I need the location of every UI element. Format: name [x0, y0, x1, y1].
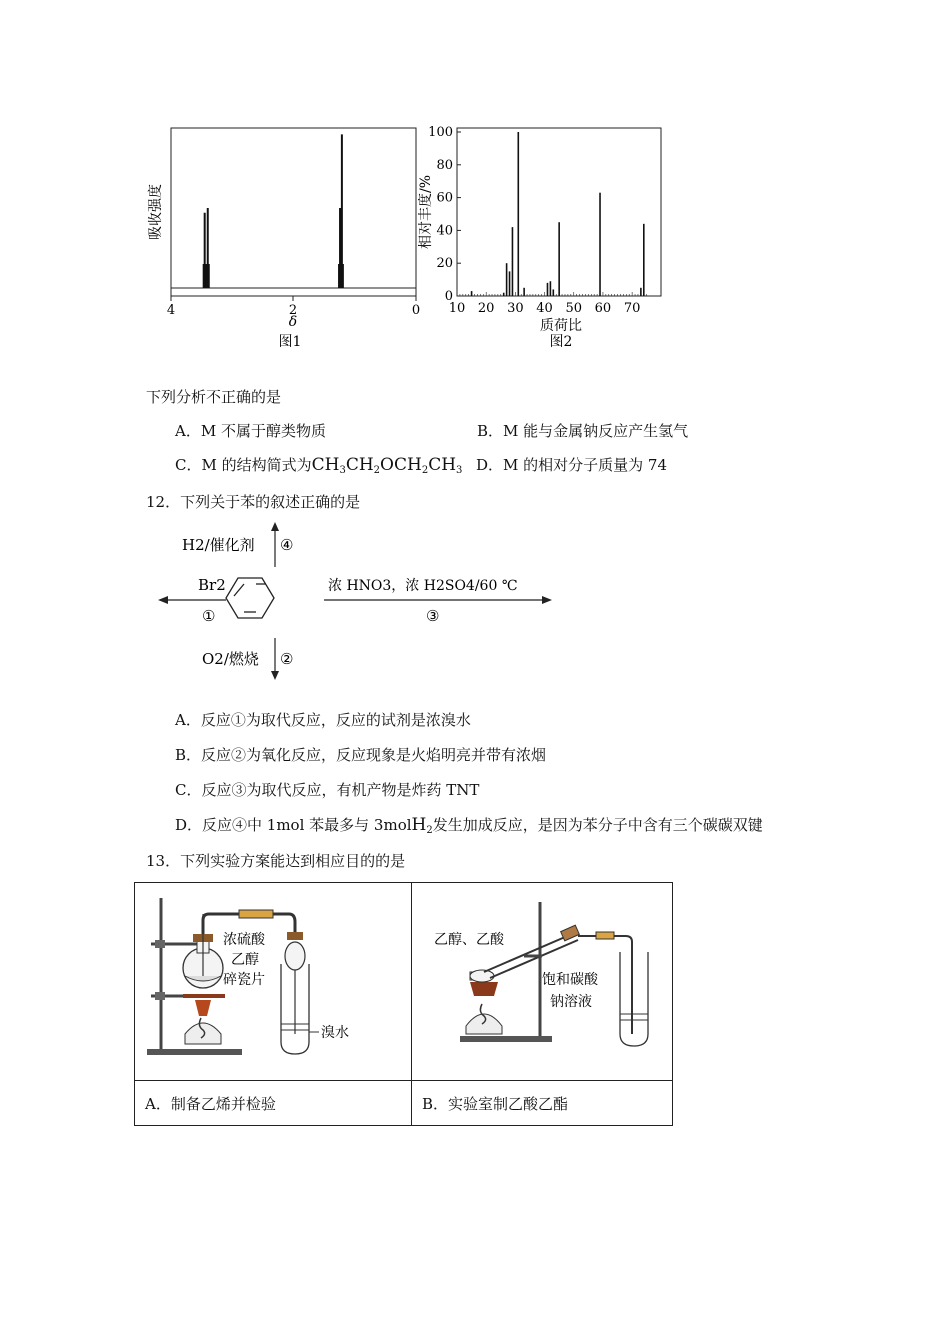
- experiment-b-caption: B．实验室制乙酸乙酯: [412, 1081, 673, 1126]
- ms-xtick-label: 30: [507, 301, 524, 316]
- q11-option-c: [175, 455, 462, 475]
- benzene-reaction-diagram: [150, 522, 570, 682]
- apparatus-b-label-sodium-1: 饱和碳酸: [542, 971, 598, 988]
- q11-stem: 下列分析不正确的是: [146, 388, 282, 406]
- ms-xtick-label: 40: [536, 301, 553, 316]
- q11-option-d: D．M 的相对分子质量为 74: [476, 456, 668, 474]
- ms-xtick-label: 70: [623, 301, 641, 316]
- ms-xtick-label: 50: [565, 301, 583, 316]
- arrow-right-label: 浓 HNO3，浓 H2SO4/60 ℃: [328, 578, 518, 594]
- ms-xtick-label: 20: [477, 301, 495, 316]
- experiment-a-caption: A．制备乙烯并检验: [135, 1081, 412, 1126]
- ms-ylabel: 相对丰度/%: [418, 174, 434, 250]
- benzene-ring: [226, 578, 274, 618]
- q11-option-c-formula: $CH_3CH_2OCH_2CH_3$: [311, 455, 463, 476]
- nmr-peak-base: [340, 264, 344, 288]
- ms-axis: [428, 125, 647, 316]
- arrow-right-num: ③: [426, 607, 440, 625]
- ester-apparatus: [412, 884, 672, 1080]
- nmr-tick-4: 4: [166, 303, 176, 318]
- q12-option-d-pre: D．反应④中 1mol 苯最多与 3mol: [175, 816, 412, 834]
- ms-xtick-label: 60: [594, 301, 612, 316]
- nmr-xlabel: δ: [288, 314, 298, 330]
- nmr-tick-2: 2: [288, 303, 298, 318]
- q11-option-a: A．M 不属于醇类物质: [175, 422, 326, 440]
- q13-stem: 13．下列实验方案能达到相应目的的是: [146, 852, 406, 870]
- ms-xlabel: 质荷比: [540, 318, 582, 334]
- experiment-b-cell: [412, 883, 673, 1081]
- nmr-spectrum-figure: [140, 120, 430, 360]
- ms-ytick-label: 60: [436, 190, 453, 206]
- q11-option-c-prefix: C．M 的结构简式为: [175, 456, 312, 474]
- ms-ytick-label: 100: [428, 125, 453, 140]
- apparatus-a-label-acid: 浓硫酸: [223, 931, 265, 948]
- q13-experiment-table: [134, 882, 673, 1126]
- q12-option-d-post: 发生加成反应，是因为苯分子中含有三个碳碳双键: [432, 816, 763, 834]
- q12-option-b: B．反应②为氧化反应，反应现象是火焰明亮并带有浓烟: [175, 746, 547, 764]
- q12-option-a: A．反应①为取代反应，反应的试剂是浓溴水: [175, 711, 471, 729]
- ethylene-apparatus: [135, 884, 411, 1080]
- arrow-left-label: Br2: [198, 576, 226, 594]
- nmr-ylabel: 吸收强度: [148, 184, 164, 240]
- ms-caption: 图2: [549, 334, 573, 350]
- nmr-caption: 图1: [278, 334, 302, 350]
- arrow-up-label: H2/催化剂: [182, 536, 255, 554]
- mass-spectrum-figure: [418, 120, 674, 360]
- apparatus-a-label-ethanol: 乙醇: [231, 951, 259, 968]
- apparatus-a-label-porcelain: 碎瓷片: [223, 971, 265, 988]
- q11-option-b: B．M 能与金属钠反应产生氢气: [477, 422, 689, 440]
- ms-xtick-label: 10: [448, 301, 466, 316]
- apparatus-a-label-bromine: 溴水: [321, 1024, 349, 1041]
- q12-option-d: [175, 815, 763, 835]
- ms-ytick-label: 0: [444, 289, 453, 304]
- ms-bars: [472, 132, 644, 296]
- experiment-a-cell: [135, 883, 412, 1081]
- apparatus-b-label-sodium-2: 钠溶液: [550, 993, 592, 1010]
- arrow-down-num: ②: [280, 650, 294, 668]
- arrow-left-num: ①: [202, 607, 216, 625]
- q12-option-c: C．反应③为取代反应，有机产物是炸药 TNT: [175, 781, 480, 799]
- nmr-tick-0: 0: [411, 303, 421, 318]
- nmr-peaks: [203, 134, 344, 288]
- ms-ytick-label: 40: [436, 223, 453, 239]
- q12-stem: 12．下列关于苯的叙述正确的是: [146, 493, 361, 511]
- arrow-down-label: O2/燃烧: [202, 650, 259, 668]
- ms-ytick-label: 80: [436, 157, 453, 173]
- q12-option-d-h2: $H_2$: [411, 815, 433, 836]
- nmr-peak-base: [206, 264, 210, 288]
- ms-ytick-label: 20: [436, 256, 453, 272]
- apparatus-b-label-reagents: 乙醇、乙酸: [434, 931, 504, 948]
- arrow-up-num: ④: [280, 536, 294, 554]
